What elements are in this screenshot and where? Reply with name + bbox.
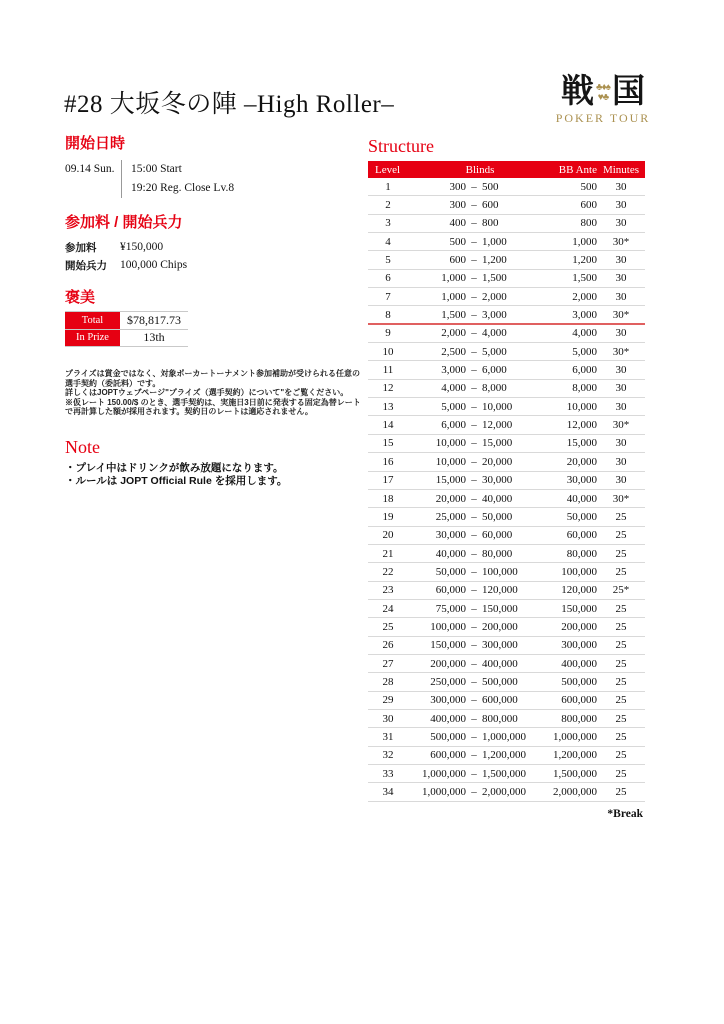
cell-level: 15 [382, 437, 394, 450]
cell-small-blind: 1,000 [441, 290, 466, 303]
cell-bb-ante: 2,000,000 [553, 786, 597, 799]
logo-subtitle: POKER TOUR [555, 111, 651, 125]
cell-minutes: 30* [612, 345, 630, 358]
cell-big-blind: 500 [482, 180, 499, 193]
prize-row [65, 312, 188, 330]
blind-dash: – [471, 235, 477, 248]
cell-level: 19 [382, 510, 394, 523]
cell-small-blind: 50,000 [435, 565, 466, 578]
cell-level: 20 [382, 529, 394, 542]
cell-bb-ante: 5,000 [572, 345, 597, 358]
cell-big-blind: 60,000 [482, 529, 513, 542]
cell-small-blind: 5,000 [441, 400, 466, 413]
table-row [368, 673, 645, 691]
cell-level: 30 [382, 712, 394, 725]
cell-big-blind: 120,000 [482, 584, 518, 597]
blind-dash: – [471, 419, 477, 432]
cell-big-blind: 2,000,000 [482, 786, 526, 799]
cell-bb-ante: 40,000 [566, 492, 597, 505]
cell-minutes: 30 [615, 199, 627, 212]
card-suits-icon [596, 83, 610, 103]
cell-minutes: 30 [615, 217, 627, 230]
note-item: ・プレイ中はドリンクが飲み放題になります。 [65, 461, 284, 474]
blind-dash: – [471, 712, 477, 725]
table-row [368, 563, 645, 581]
blind-dash: – [471, 749, 477, 762]
cell-level: 22 [382, 565, 394, 578]
cell-small-blind: 1,000 [441, 272, 466, 285]
blind-dash: – [471, 272, 477, 285]
cell-minutes: 25 [615, 749, 627, 762]
table-row [368, 582, 645, 600]
cell-level: 24 [382, 602, 394, 615]
logo-kanji-row [553, 76, 653, 109]
cell-small-blind: 10,000 [435, 455, 466, 468]
cell-minutes: 30 [615, 327, 627, 340]
cell-level: 3 [385, 217, 391, 230]
cell-minutes: 25 [615, 657, 627, 670]
cell-big-blind: 2,000 [482, 290, 507, 303]
prize-heading: 褒美 [65, 289, 96, 306]
cell-minutes: 30* [612, 235, 630, 248]
cell-big-blind: 150,000 [482, 602, 518, 615]
cell-small-blind: 250,000 [430, 675, 466, 688]
structure-heading: Structure [368, 136, 434, 156]
cell-small-blind: 30,000 [435, 529, 466, 542]
cell-level: 6 [385, 272, 391, 285]
table-row [368, 508, 645, 526]
blind-dash: – [471, 510, 477, 523]
cell-small-blind: 500 [449, 235, 466, 248]
cell-big-blind: 10,000 [482, 400, 513, 413]
cell-minutes: 25 [615, 620, 627, 633]
cell-big-blind: 1,500,000 [482, 767, 526, 780]
cell-big-blind: 12,000 [482, 419, 513, 432]
column-header-blinds: Blinds [465, 163, 495, 176]
cell-bb-ante: 200,000 [561, 620, 597, 633]
cell-bb-ante: 2,000 [572, 290, 597, 303]
cell-minutes: 30 [615, 455, 627, 468]
cell-big-blind: 4,000 [482, 327, 507, 340]
cell-big-blind: 300,000 [482, 639, 518, 652]
table-row [368, 325, 645, 343]
blind-dash: – [471, 217, 477, 230]
cell-small-blind: 25,000 [435, 510, 466, 523]
blind-dash: – [471, 364, 477, 377]
cell-bb-ante: 30,000 [566, 474, 597, 487]
blind-dash: – [471, 290, 477, 303]
info-column [65, 136, 367, 488]
table-row [368, 361, 645, 379]
cell-small-blind: 300,000 [430, 694, 466, 707]
cell-level: 26 [382, 639, 394, 652]
cell-minutes: 25* [612, 584, 630, 597]
cell-minutes: 25 [615, 565, 627, 578]
event-date: 09.14 Sun. [65, 163, 115, 175]
structure-section [368, 137, 645, 820]
cell-big-blind: 1,000 [482, 235, 507, 248]
cell-small-blind: 400,000 [430, 712, 466, 725]
cell-minutes: 30 [615, 364, 627, 377]
cell-bb-ante: 1,500,000 [553, 767, 597, 780]
cell-small-blind: 2,000 [441, 327, 466, 340]
cell-big-blind: 200,000 [482, 620, 518, 633]
cell-minutes: 25 [615, 675, 627, 688]
table-row [368, 747, 645, 765]
suits-top: ♣♦♠ [596, 81, 610, 93]
cell-small-blind: 400 [449, 217, 466, 230]
cell-minutes: 30 [615, 400, 627, 413]
blind-dash: – [471, 694, 477, 707]
entry-label: 参加料 [65, 241, 97, 254]
cell-minutes: 25 [615, 730, 627, 743]
cell-level: 4 [385, 235, 391, 248]
cell-bb-ante: 15,000 [566, 437, 597, 450]
cell-small-blind: 2,500 [441, 345, 466, 358]
entry-value: ¥150,000 [120, 241, 164, 253]
cell-level: 34 [382, 786, 394, 799]
table-row [368, 637, 645, 655]
cell-bb-ante: 1,200 [572, 254, 597, 267]
cell-bb-ante: 120,000 [561, 584, 597, 597]
structure-table-header [368, 161, 645, 178]
cell-minutes: 30 [615, 272, 627, 285]
cell-minutes: 30 [615, 180, 627, 193]
prize-label: Total [65, 312, 120, 329]
cell-big-blind: 1,500 [482, 272, 507, 285]
cell-level: 7 [385, 290, 391, 303]
table-row [368, 380, 645, 398]
blind-dash: – [471, 529, 477, 542]
break-footnote: *Break [607, 807, 643, 820]
suits-bottom: ♥♣ [597, 91, 609, 103]
blind-dash: – [471, 565, 477, 578]
blind-dash: – [471, 382, 477, 395]
table-row [368, 270, 645, 288]
prize-value: $78,817.73 [127, 312, 181, 327]
blind-dash: – [471, 786, 477, 799]
cell-minutes: 30 [615, 382, 627, 395]
cell-bb-ante: 600,000 [561, 694, 597, 707]
cell-small-blind: 15,000 [435, 474, 466, 487]
cell-minutes: 25 [615, 786, 627, 799]
sengoku-poker-tour-logo [553, 76, 653, 126]
cell-minutes: 25 [615, 639, 627, 652]
cell-level: 18 [382, 492, 394, 505]
cell-minutes: 30 [615, 474, 627, 487]
table-row [368, 545, 645, 563]
cell-minutes: 25 [615, 547, 627, 560]
blind-dash: – [471, 767, 477, 780]
cell-level: 12 [382, 382, 394, 395]
cell-small-blind: 300 [449, 199, 466, 212]
disclaimer-paragraph: プライズは賞金ではなく、対象ポーカートーナメント参加補助が受けられる任意の選手契約（委託料）です。 [65, 369, 361, 388]
blind-dash: – [471, 547, 477, 560]
cell-minutes: 25 [615, 510, 627, 523]
cell-bb-ante: 60,000 [566, 529, 597, 542]
schedule-line: 15:00 Start [131, 163, 182, 175]
structure-table-body [368, 178, 645, 802]
cell-minutes: 25 [615, 712, 627, 725]
logo-kanji-right: 国 [611, 74, 645, 110]
cell-level: 13 [382, 400, 394, 413]
table-row [368, 728, 645, 746]
blind-dash: – [471, 492, 477, 505]
cell-big-blind: 15,000 [482, 437, 513, 450]
cell-small-blind: 200,000 [430, 657, 466, 670]
cell-level: 28 [382, 675, 394, 688]
table-row [368, 618, 645, 636]
cell-small-blind: 1,000,000 [422, 786, 466, 799]
cell-big-blind: 40,000 [482, 492, 513, 505]
table-row [368, 435, 645, 453]
note-list [65, 462, 367, 488]
cell-bb-ante: 1,000 [572, 235, 597, 248]
cell-small-blind: 1,000,000 [422, 767, 466, 780]
cell-big-blind: 500,000 [482, 675, 518, 688]
cell-small-blind: 150,000 [430, 639, 466, 652]
cell-level: 9 [385, 327, 391, 340]
cell-small-blind: 40,000 [435, 547, 466, 560]
cell-minutes: 30 [615, 437, 627, 450]
cell-small-blind: 3,000 [441, 364, 466, 377]
cell-bb-ante: 1,200,000 [553, 749, 597, 762]
cell-level: 14 [382, 419, 394, 432]
cell-level: 1 [385, 180, 391, 193]
cell-bb-ante: 800 [580, 217, 597, 230]
cell-big-blind: 800 [482, 217, 499, 230]
cell-bb-ante: 10,000 [566, 400, 597, 413]
cell-big-blind: 30,000 [482, 474, 513, 487]
cell-big-blind: 50,000 [482, 510, 513, 523]
cell-bb-ante: 500,000 [561, 675, 597, 688]
cell-bb-ante: 800,000 [561, 712, 597, 725]
blind-dash: – [471, 455, 477, 468]
cell-bb-ante: 150,000 [561, 602, 597, 615]
table-row [368, 472, 645, 490]
cell-level: 17 [382, 474, 394, 487]
blind-dash: – [471, 308, 477, 321]
table-row [368, 655, 645, 673]
table-row [368, 343, 645, 361]
table-row [368, 251, 645, 269]
table-row [368, 453, 645, 471]
cell-bb-ante: 300,000 [561, 639, 597, 652]
cell-minutes: 25 [615, 602, 627, 615]
cell-small-blind: 4,000 [441, 382, 466, 395]
cell-level: 5 [385, 254, 391, 267]
table-row [368, 490, 645, 508]
entry-rows [65, 238, 367, 274]
blind-dash: – [471, 620, 477, 633]
schedule-line: 19:20 Reg. Close Lv.8 [131, 182, 235, 194]
entry-row [65, 238, 367, 256]
cell-level: 27 [382, 657, 394, 670]
cell-minutes: 30 [615, 290, 627, 303]
blind-dash: – [471, 180, 477, 193]
column-header-bb-ante: BB Ante [558, 163, 597, 176]
cell-minutes: 30 [615, 254, 627, 267]
prize-table [65, 311, 188, 347]
table-row [368, 398, 645, 416]
schedule-heading: 開始日時 [65, 135, 126, 152]
cell-big-blind: 1,000,000 [482, 730, 526, 743]
table-row [368, 765, 645, 783]
cell-bb-ante: 12,000 [566, 419, 597, 432]
cell-minutes: 25 [615, 694, 627, 707]
cell-level: 10 [382, 345, 394, 358]
cell-big-blind: 600,000 [482, 694, 518, 707]
cell-small-blind: 500,000 [430, 730, 466, 743]
cell-bb-ante: 1,000,000 [553, 730, 597, 743]
table-row [368, 416, 645, 434]
cell-minutes: 30* [612, 492, 630, 505]
cell-bb-ante: 20,000 [566, 455, 597, 468]
table-row [368, 692, 645, 710]
cell-big-blind: 400,000 [482, 657, 518, 670]
cell-small-blind: 100,000 [430, 620, 466, 633]
blind-dash: – [471, 675, 477, 688]
cell-small-blind: 60,000 [435, 584, 466, 597]
cell-level: 2 [385, 199, 391, 212]
table-row [368, 783, 645, 801]
cell-minutes: 30* [612, 308, 630, 321]
cell-big-blind: 1,200,000 [482, 749, 526, 762]
blind-dash: – [471, 254, 477, 267]
blind-dash: – [471, 474, 477, 487]
prize-label: In Prize [65, 330, 120, 347]
blind-dash: – [471, 199, 477, 212]
cell-bb-ante: 1,500 [572, 272, 597, 285]
table-row [368, 710, 645, 728]
cell-small-blind: 600 [449, 254, 466, 267]
cell-bb-ante: 100,000 [561, 565, 597, 578]
note-item: ・ルールは JOPT Official Rule を採用します。 [65, 474, 288, 487]
cell-minutes: 25 [615, 767, 627, 780]
table-row [368, 215, 645, 233]
entry-heading: 参加料 / 開始兵力 [65, 214, 183, 231]
page-title: #28 大坂冬の陣 –High Roller– [64, 91, 395, 118]
event-times [121, 160, 234, 198]
cell-small-blind: 10,000 [435, 437, 466, 450]
blind-dash: – [471, 327, 477, 340]
cell-bb-ante: 6,000 [572, 364, 597, 377]
cell-small-blind: 300 [449, 180, 466, 193]
table-row [368, 178, 645, 196]
prize-row [65, 330, 188, 348]
blind-dash: – [471, 639, 477, 652]
entry-label: 開始兵力 [65, 259, 107, 272]
cell-big-blind: 3,000 [482, 308, 507, 321]
cell-small-blind: 1,500 [441, 308, 466, 321]
cell-big-blind: 800,000 [482, 712, 518, 725]
cell-level: 25 [382, 620, 394, 633]
cell-level: 33 [382, 767, 394, 780]
cell-bb-ante: 80,000 [566, 547, 597, 560]
cell-bb-ante: 600 [580, 199, 597, 212]
cell-small-blind: 600,000 [430, 749, 466, 762]
cell-level: 32 [382, 749, 394, 762]
cell-bb-ante: 50,000 [566, 510, 597, 523]
cell-bb-ante: 8,000 [572, 382, 597, 395]
column-header-minutes: Minutes [602, 163, 640, 176]
cell-big-blind: 20,000 [482, 455, 513, 468]
cell-bb-ante: 400,000 [561, 657, 597, 670]
table-row [368, 527, 645, 545]
blind-dash: – [471, 437, 477, 450]
cell-big-blind: 5,000 [482, 345, 507, 358]
table-row [368, 288, 645, 306]
blind-dash: – [471, 400, 477, 413]
blind-dash: – [471, 584, 477, 597]
cell-level: 31 [382, 730, 394, 743]
blind-dash: – [471, 345, 477, 358]
cell-bb-ante: 3,000 [572, 308, 597, 321]
disclaimer-paragraph: 詳しくはJOPTウェブページ"プライズ（選手契約）について"をご覧ください。 [65, 388, 349, 398]
note-heading: Note [65, 436, 100, 457]
prize-disclaimer [65, 369, 367, 417]
column-header-level: Level [375, 163, 401, 176]
table-row [368, 600, 645, 618]
cell-bb-ante: 4,000 [572, 327, 597, 340]
blind-dash: – [471, 657, 477, 670]
cell-small-blind: 20,000 [435, 492, 466, 505]
cell-small-blind: 75,000 [435, 602, 466, 615]
entry-value: 100,000 Chips [120, 259, 188, 271]
cell-big-blind: 6,000 [482, 364, 507, 377]
cell-big-blind: 8,000 [482, 382, 507, 395]
cell-level: 11 [382, 364, 394, 377]
cell-big-blind: 100,000 [482, 565, 518, 578]
cell-big-blind: 600 [482, 199, 499, 212]
table-row [368, 306, 645, 324]
prize-value: 13th [143, 330, 165, 345]
blind-dash: – [471, 602, 477, 615]
schedule-block [65, 160, 367, 198]
logo-kanji-left: 戦 [561, 74, 594, 110]
blind-dash: – [471, 730, 477, 743]
cell-level: 23 [382, 584, 394, 597]
cell-level: 8 [385, 308, 391, 321]
cell-minutes: 25 [615, 529, 627, 542]
entry-row [65, 256, 367, 274]
cell-level: 29 [382, 694, 394, 707]
cell-bb-ante: 500 [580, 180, 597, 193]
disclaimer-paragraph: ※仮レート 150.00/$ のとき、選手契約は、実施日3日前に発表する固定為替レートで再計算した額が採用されます。契約日のレートは適応されません。 [65, 397, 361, 417]
table-row [368, 196, 645, 214]
table-row [368, 233, 645, 251]
cell-level: 16 [382, 455, 394, 468]
cell-level: 21 [382, 547, 394, 560]
cell-small-blind: 6,000 [441, 419, 466, 432]
cell-big-blind: 1,200 [482, 254, 507, 267]
cell-minutes: 30* [612, 419, 630, 432]
cell-big-blind: 80,000 [482, 547, 513, 560]
